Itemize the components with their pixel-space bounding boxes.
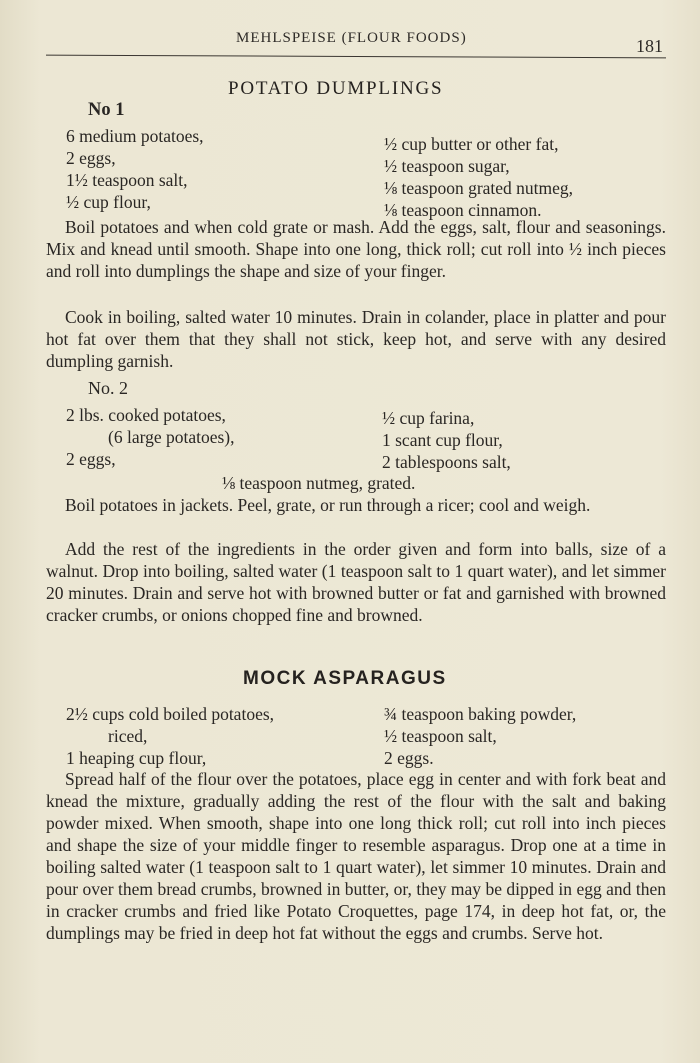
header-rule xyxy=(46,55,666,59)
ingredient-right: ¾ teaspoon baking powder, xyxy=(384,704,577,724)
ingredient-left: riced, xyxy=(108,726,148,746)
ingredient-right: ½ cup butter or other fat, xyxy=(384,134,559,154)
instruction-paragraph: Spread half of the flour over the potatoes, place egg in center and with fork beat and knead the mixture, gradually adding the rest of the flour with the salt and baking powder mixed. When smooth, shape into one long thick roll; cut roll into inch pieces and shape the size of your middle finger to resemble asparagus. Drop one at a time in boiling salted water (1 teaspoon salt to 1 quart water), let simmer 10 minutes. Drain and pour over them bread crumbs, browned in butter, or, they may be dipped in egg and then in cracker crumbs and fried like Potato Croquettes, page 174, in deep hot fat, or, the dumplings may be fried in deep hot fat without the eggs and crumbs. Serve hot. xyxy=(46,769,666,943)
running-head: MEHLSPEISE (FLOUR FOODS) xyxy=(236,30,467,46)
instruction-paragraph: Boil potatoes in jackets. Peel, grate, or run through a ricer; cool and weigh. xyxy=(65,495,591,515)
ingredient-right: ½ cup farina, xyxy=(382,408,475,428)
ingredient-right: ⅛ teaspoon grated nutmeg, xyxy=(384,178,574,198)
ingredient-left: ½ cup flour, xyxy=(66,192,151,212)
ingredient-left: 1 heaping cup flour, xyxy=(66,748,207,768)
page-number: 181 xyxy=(636,36,663,56)
recipe-title-mock-asparagus: MOCK ASPARAGUS xyxy=(243,668,447,689)
ingredient-right: 1 scant cup flour, xyxy=(382,430,503,450)
instruction-paragraph: Add the rest of the ingredients in the order given and form into balls, size of a walnut. Drop into boiling, salted water (1 teaspoon salt to 1 quart water), and let simmer 20 minutes. Drain and serve hot with browned butter or fat and garnished with browned cracker crumbs, or onions chopped fine and browned. xyxy=(46,539,666,625)
instruction-paragraph: Boil potatoes and when cold grate or mash. Add the eggs, salt, flour and seasonings. Mix and knead until smooth. Shape into one long, thick roll; cut roll into ½ inch pieces and roll into dumplings the shape and size of your finger. xyxy=(46,217,666,281)
variant-label-no2: No. 2 xyxy=(88,378,128,398)
ingredient-left: 1½ teaspoon salt, xyxy=(66,170,188,190)
variant-label-no1: No 1 xyxy=(88,100,125,120)
ingredient-right: ½ teaspoon salt, xyxy=(384,726,497,746)
ingredient-left: 2 eggs, xyxy=(66,148,116,168)
ingredient-left: 6 medium potatoes, xyxy=(66,126,204,146)
recipe-title-potato-dumplings: POTATO DUMPLINGS xyxy=(228,78,444,99)
ingredient-left: 2½ cups cold boiled potatoes, xyxy=(66,704,275,724)
ingredient-right: 2 eggs. xyxy=(384,748,434,768)
ingredient-center: ⅛ teaspoon nutmeg, grated. xyxy=(222,473,416,493)
ingredient-left: 2 eggs, xyxy=(66,449,116,469)
ingredient-left: 2 lbs. cooked potatoes, xyxy=(66,405,226,425)
ingredient-right: 2 tablespoons salt, xyxy=(382,452,511,472)
ingredient-right: ⅛ teaspoon cinnamon. xyxy=(384,200,542,220)
ingredient-right: ½ teaspoon sugar, xyxy=(384,156,510,176)
instruction-paragraph: Cook in boiling, salted water 10 minutes. Drain in colander, place in platter and pour hot fat over them that they shall not stick, keep hot, and serve with any desired dumpling garnish. xyxy=(46,307,666,371)
ingredient-left: (6 large potatoes), xyxy=(108,427,235,447)
